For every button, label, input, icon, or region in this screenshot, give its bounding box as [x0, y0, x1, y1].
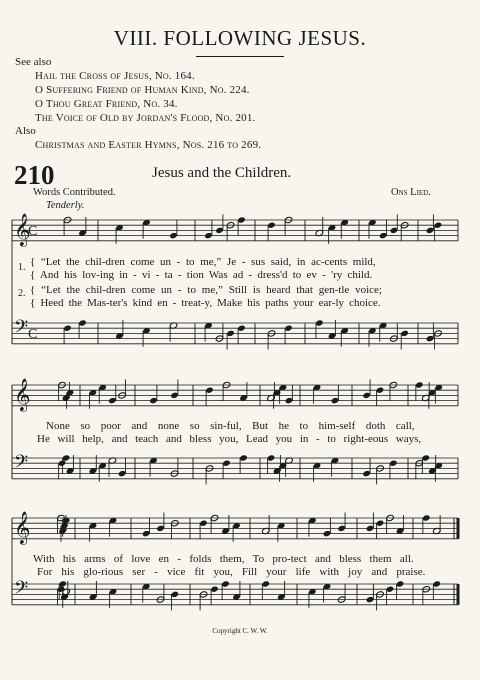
lyric-line: None so poor and none so sin-ful, But he to him-self doth call,	[46, 420, 415, 432]
svg-text:𝄢: 𝄢	[14, 578, 29, 603]
tempo-marking: Tenderly.	[46, 200, 85, 211]
lyric-line: For his glo-rious ser - vice fit you, Fill your life with joy and praise.	[37, 566, 426, 578]
verse-number: 2.	[18, 288, 26, 299]
lyric-line: { “Let the chil-dren come un - to me,” Je - sus said, in ac-cents mild,	[30, 256, 376, 268]
tune-name: Ons Lied.	[391, 187, 431, 198]
svg-text:𝄢: 𝄢	[14, 317, 29, 342]
hymn-number: 210	[14, 160, 55, 190]
svg-text:𝄞: 𝄞	[14, 213, 31, 246]
svg-text:𝄢: 𝄢	[14, 452, 29, 477]
also-item: Christmas and Easter Hymns, Nos. 216 to 269.	[35, 139, 262, 151]
copyright-notice: Copyright C. W. W.	[212, 627, 268, 635]
svg-text:𝄞: 𝄞	[14, 511, 31, 544]
lyric-line: { And his lov-ing in - vi - ta - tion Was ad - dress'd to ev - 'ry child.	[30, 269, 373, 281]
svg-text:C: C	[28, 327, 38, 342]
lyric-line: { “Let the chil-dren come un - to me,” Still is heard that gen-tle voice;	[30, 284, 382, 296]
see-also-item: The Voice of Old by Jordan's Flood, No. 201.	[35, 112, 256, 124]
lyric-line: With his arms of love en - folds them, To pro-tect and bless them all.	[33, 553, 414, 565]
hymn-title: Jesus and the Children.	[152, 165, 292, 181]
see-also-item: O Suffering Friend of Human Kind, No. 224.	[35, 84, 250, 96]
lyric-line: He will help, and teach and bless you, Lead you in - to right-eous ways,	[37, 433, 422, 445]
section-title: VIII. FOLLOWING JESUS.	[113, 26, 367, 50]
svg-text:𝄞: 𝄞	[14, 378, 31, 411]
see-also-item: O Thou Great Friend, No. 34.	[35, 98, 178, 110]
see-also-label: See also	[15, 56, 52, 68]
see-also-item: Hail the Cross of Jesus, No. 164.	[35, 70, 195, 82]
words-credit: Words Contributed.	[33, 187, 116, 198]
verse-number: 1.	[18, 262, 26, 273]
also-label: Also	[15, 125, 36, 137]
svg-text:C: C	[28, 224, 38, 239]
lyric-line: { Heed the Mas-ter's kind en - treat-y, Make his paths your ear-ly choice.	[30, 297, 381, 309]
